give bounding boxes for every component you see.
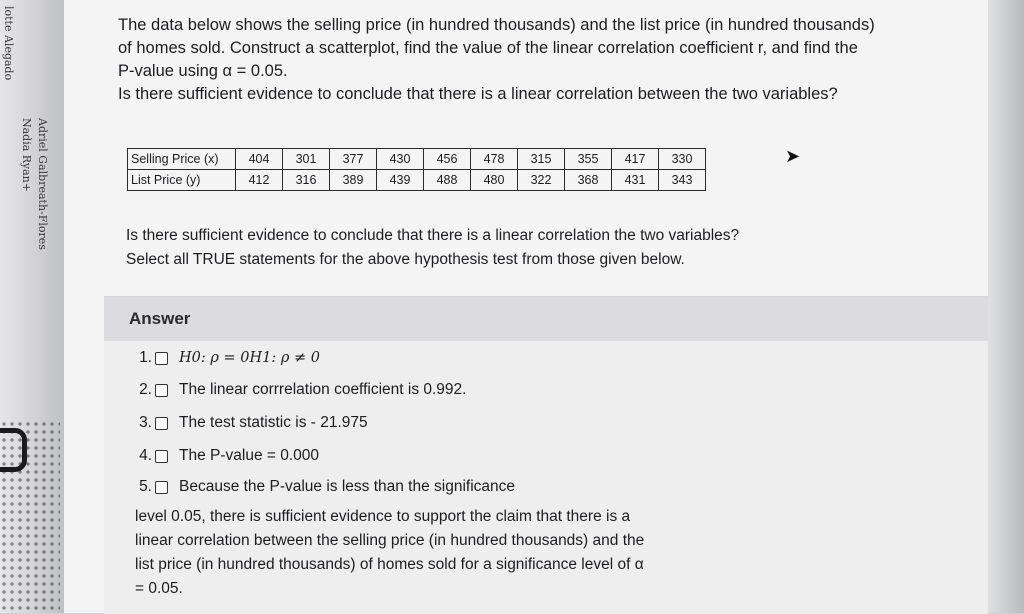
question-line-3: P-value using α = 0.05. <box>118 62 288 80</box>
instructions <box>126 224 886 272</box>
left-bezel <box>0 0 64 613</box>
table-cell: 412 <box>236 170 283 191</box>
table-cell: 316 <box>283 170 330 191</box>
option-2-text: The linear corrrelation coefficient is 0.992. <box>179 381 467 398</box>
option-number: 5. <box>139 478 152 495</box>
option-number: 1. <box>139 349 152 366</box>
side-label-1: lotte Alegado <box>2 6 15 81</box>
option-1-checkbox[interactable] <box>155 352 168 365</box>
question-text <box>118 14 948 106</box>
option-2[interactable] <box>130 381 466 399</box>
option-5[interactable] <box>130 478 515 496</box>
table-cell: 322 <box>518 170 565 191</box>
question-line-2: of homes sold. Construct a scatterplot, find the value of the linear correlation coefficient r, and find the <box>118 39 858 57</box>
continuation-line: level 0.05, there is sufficient evidence to support the claim that there is a <box>135 508 631 525</box>
side-label-2: Nadia Ryan+ <box>20 118 33 192</box>
table-cell: 439 <box>377 170 424 191</box>
answer-panel <box>104 296 988 614</box>
table-cell: 478 <box>471 149 518 170</box>
table-row <box>128 149 706 170</box>
table-cell: 368 <box>565 170 612 191</box>
option-1-text: H0: ρ = 0H1: ρ ≠ 0 <box>179 350 320 366</box>
question-line-4: Is there sufficient evidence to conclude that there is a linear correlation between the two variables? <box>118 85 838 103</box>
option-3-checkbox[interactable] <box>155 417 168 430</box>
option-5-text: Because the P-value is less than the significance <box>179 478 516 495</box>
option-number: 3. <box>139 414 152 431</box>
table-cell: 315 <box>518 149 565 170</box>
continuation-line: linear correlation between the selling price (in hundred thousands) and the <box>135 532 645 549</box>
mouse-cursor-icon: ➤ <box>785 146 801 166</box>
table-cell: 301 <box>283 149 330 170</box>
table-cell: 343 <box>659 170 706 191</box>
table-cell: 417 <box>612 149 659 170</box>
table-cell: 456 <box>424 149 471 170</box>
device-icon <box>0 428 27 472</box>
side-label-3: Adriel Galbreath-Flores <box>36 118 49 250</box>
table-cell: 431 <box>612 170 659 191</box>
instruction-line-2: Select all TRUE statements for the above hypothesis test from those given below. <box>126 251 685 268</box>
option-1[interactable] <box>130 349 320 367</box>
option-number: 2. <box>139 381 152 398</box>
option-4[interactable] <box>130 447 319 465</box>
table-cell: 330 <box>659 149 706 170</box>
question-page <box>64 0 988 613</box>
table-cell: 480 <box>471 170 518 191</box>
answer-header: Answer <box>104 297 988 341</box>
table-cell: 389 <box>330 170 377 191</box>
question-line-1: The data below shows the selling price (in hundred thousands) and the list price (in hundred thousands) <box>118 16 875 34</box>
table-cell: 488 <box>424 170 471 191</box>
table-cell: 404 <box>236 149 283 170</box>
table-cell: 430 <box>377 149 424 170</box>
option-5-checkbox[interactable] <box>155 481 168 494</box>
data-table <box>127 148 706 191</box>
option-number: 4. <box>139 447 152 464</box>
row-header: List Price (y) <box>128 170 236 191</box>
table-row <box>128 170 706 191</box>
option-4-text: The P-value = 0.000 <box>179 447 320 464</box>
option-5-continuation <box>135 505 715 601</box>
option-3-text: The test statistic is - 21.975 <box>179 414 368 431</box>
option-2-checkbox[interactable] <box>155 384 168 397</box>
instruction-line-1: Is there sufficient evidence to conclude that there is a linear correlation the two variables? <box>126 227 740 244</box>
right-edge-shade <box>988 0 1024 613</box>
table-cell: 377 <box>330 149 377 170</box>
continuation-line: list price (in hundred thousands) of homes sold for a significance level of α <box>135 556 644 573</box>
row-header: Selling Price (x) <box>128 149 236 170</box>
continuation-line: = 0.05. <box>135 580 183 597</box>
table-cell: 355 <box>565 149 612 170</box>
option-4-checkbox[interactable] <box>155 450 168 463</box>
option-3[interactable] <box>130 414 368 432</box>
